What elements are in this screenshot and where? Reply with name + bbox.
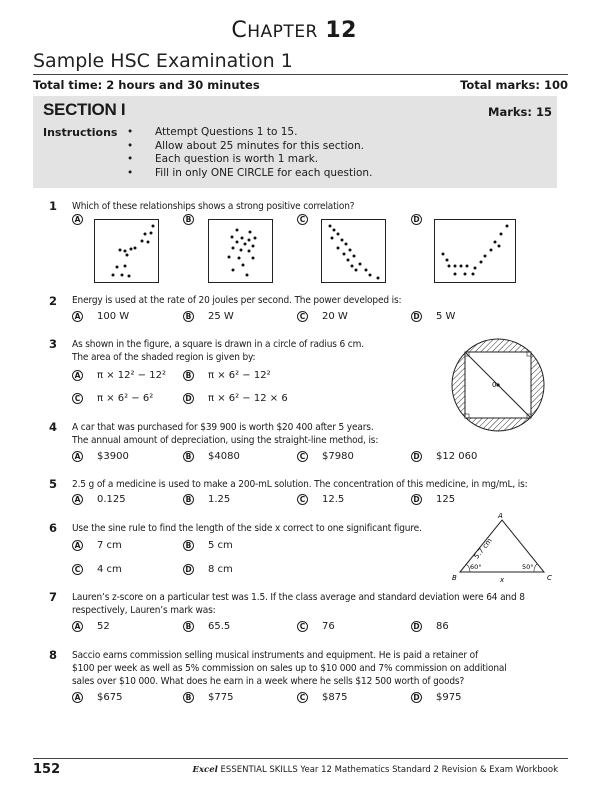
option-text: $7980 xyxy=(322,451,354,462)
page-number: 152 xyxy=(33,762,61,777)
book-footer xyxy=(192,765,558,775)
instruction-item: • Allow about 25 minutes for this section. xyxy=(141,140,372,154)
centre-label: 0 xyxy=(492,381,497,389)
option-b[interactable] xyxy=(183,451,240,462)
angle-b-label: 60° xyxy=(470,563,482,571)
option-a[interactable] xyxy=(72,692,122,703)
option-text: 52 xyxy=(97,621,110,632)
scatter-plot-b xyxy=(208,219,273,283)
option-d-bubble[interactable]: D xyxy=(183,564,194,575)
option-d-bubble[interactable]: D xyxy=(411,311,422,322)
option-b[interactable] xyxy=(183,494,230,505)
option-a-bubble[interactable]: A xyxy=(72,311,83,322)
option-a[interactable] xyxy=(72,621,110,632)
question-text xyxy=(72,649,507,688)
question-line: $100 per week as well as 5% commission on sales up to $10 000 and 7% commission on additional xyxy=(72,663,507,674)
instruction-item: • Each question is worth 1 mark. xyxy=(141,153,372,167)
vertex-c-label: C xyxy=(547,574,552,582)
option-b[interactable] xyxy=(183,692,233,703)
question-text: 2.5 g of a medicine is used to make a 200-mL solution. The concentration of this medicine, in mg/mL, is: xyxy=(72,479,528,490)
option-c[interactable] xyxy=(297,494,344,505)
side-x-label: x xyxy=(500,576,505,584)
option-text: $975 xyxy=(436,692,462,703)
option-d[interactable] xyxy=(411,451,477,462)
question-line: A car that was purchased for $39 900 is worth $20 400 after 5 years. xyxy=(72,422,374,433)
option-b-bubble[interactable]: B xyxy=(183,311,194,322)
option-d[interactable] xyxy=(411,494,455,505)
question-text: Which of these relationships shows a strong positive correlation? xyxy=(72,201,355,212)
option-d-bubble[interactable]: D xyxy=(411,451,422,462)
option-d-bubble[interactable]: D xyxy=(411,494,422,505)
scatter-dots-a xyxy=(95,220,158,282)
option-text: $3900 xyxy=(97,451,129,462)
section-box xyxy=(33,96,557,188)
option-b-bubble[interactable]: B xyxy=(183,621,194,632)
scatter-dots-b xyxy=(209,220,272,282)
option-b-bubble[interactable]: B xyxy=(183,451,194,462)
option-text: π × 6² − 12² xyxy=(208,370,271,381)
question-text xyxy=(72,421,378,447)
option-b[interactable] xyxy=(183,540,233,551)
option-c-bubble[interactable]: C xyxy=(72,393,83,404)
option-text: 1.25 xyxy=(208,494,231,505)
section-title: SECTION I xyxy=(43,100,126,119)
triangle-figure xyxy=(448,510,558,586)
question-text xyxy=(72,338,364,364)
instruction-item: • Fill in only ONE CIRCLE for each question. xyxy=(141,167,372,181)
scatter-dots-c xyxy=(322,220,385,282)
option-c-bubble[interactable]: C xyxy=(297,311,308,322)
time-marks-bar xyxy=(33,78,568,92)
option-c[interactable] xyxy=(297,311,348,322)
option-b[interactable] xyxy=(183,311,234,322)
option-text: 65.5 xyxy=(208,621,231,632)
option-d[interactable] xyxy=(183,564,233,575)
option-b[interactable] xyxy=(183,621,230,632)
question-line: sales over $10 000. What does he earn in a week where he sells $12 500 worth of goods? xyxy=(72,676,465,687)
scatter-dots-d xyxy=(435,220,515,282)
option-text: 12.5 xyxy=(322,494,345,505)
option-d[interactable] xyxy=(411,311,455,322)
option-text: 5 cm xyxy=(208,540,233,551)
instruction-item: • Attempt Questions 1 to 15. xyxy=(141,126,372,140)
option-text: $775 xyxy=(208,692,234,703)
option-c[interactable] xyxy=(72,564,122,575)
book-title: ESSENTIAL SKILLS Year 12 Mathematics Standard 2 Revision & Exam Workbook xyxy=(220,765,558,775)
chapter-number: 12 xyxy=(325,18,357,43)
option-text: 25 W xyxy=(208,311,234,322)
option-text: π × 12² − 12² xyxy=(97,370,166,381)
scatter-plot-a xyxy=(94,219,159,283)
option-a[interactable] xyxy=(72,451,129,462)
total-marks: Total marks: 100 xyxy=(460,78,568,92)
vertex-a-label: A xyxy=(498,512,503,520)
question-text: Energy is used at the rate of 20 joules per second. The power developed is: xyxy=(72,295,402,306)
option-c[interactable] xyxy=(297,692,347,703)
option-d[interactable] xyxy=(411,621,449,632)
option-c-bubble[interactable]: C xyxy=(297,692,308,703)
option-b[interactable] xyxy=(183,370,271,381)
section-marks: Marks: 15 xyxy=(488,105,552,119)
footer-divider xyxy=(33,758,568,759)
option-text: 4 cm xyxy=(97,564,122,575)
option-d-bubble[interactable]: D xyxy=(411,214,422,225)
scatter-options xyxy=(72,214,552,294)
question-number: 4 xyxy=(49,420,58,434)
option-text: $4080 xyxy=(208,451,240,462)
option-text: 7 cm xyxy=(97,540,122,551)
option-b-bubble[interactable]: B xyxy=(183,494,194,505)
option-b-bubble[interactable]: B xyxy=(183,370,194,381)
option-a-bubble[interactable]: A xyxy=(72,692,83,703)
question-number: 6 xyxy=(49,521,58,535)
option-d[interactable] xyxy=(411,692,461,703)
option-text: π × 6² − 6² xyxy=(97,393,154,404)
question-text: Use the sine rule to find the length of the side x correct to one significant figure. xyxy=(72,523,422,534)
option-c-bubble[interactable]: C xyxy=(297,621,308,632)
option-d-bubble[interactable]: D xyxy=(411,692,422,703)
question-number: 2 xyxy=(49,294,58,308)
option-text: $675 xyxy=(97,692,123,703)
option-text: $875 xyxy=(322,692,348,703)
option-c-bubble[interactable]: C xyxy=(297,451,308,462)
option-d-bubble[interactable]: D xyxy=(411,621,422,632)
scatter-plot-c xyxy=(321,219,386,283)
option-a-bubble[interactable]: A xyxy=(72,494,83,505)
header-divider xyxy=(33,74,568,75)
vertex-b-label: B xyxy=(452,574,457,582)
option-text: 125 xyxy=(436,494,456,505)
side-label: 5.7 cm xyxy=(472,536,494,561)
option-text: 0.125 xyxy=(97,494,126,505)
option-text: 76 xyxy=(322,621,335,632)
question-number: 8 xyxy=(49,648,58,662)
option-a[interactable] xyxy=(72,540,122,551)
question-text xyxy=(72,591,525,617)
option-a[interactable] xyxy=(72,370,166,381)
option-c-bubble[interactable]: C xyxy=(297,494,308,505)
scatter-plot-d xyxy=(434,219,516,283)
option-a[interactable] xyxy=(72,494,126,505)
option-c-bubble[interactable]: C xyxy=(297,214,308,225)
option-d[interactable] xyxy=(183,393,288,404)
option-text: π × 6² − 12 × 6 xyxy=(208,393,288,404)
option-c[interactable] xyxy=(297,621,335,632)
option-c[interactable] xyxy=(297,451,354,462)
question-line: As shown in the figure, a square is drawn in a circle of radius 6 cm. xyxy=(72,339,364,350)
option-d-bubble[interactable]: D xyxy=(183,393,194,404)
question-line: The annual amount of depreciation, using the straight-line method, is: xyxy=(72,435,379,446)
option-a[interactable] xyxy=(72,311,129,322)
option-a-bubble[interactable]: A xyxy=(72,540,83,551)
option-c[interactable] xyxy=(72,393,153,404)
option-a-bubble[interactable]: A xyxy=(72,451,83,462)
question-line: respectively, Lauren’s mark was: xyxy=(72,605,216,616)
chapter-heading xyxy=(231,18,357,43)
chapter-word-rest: HAPTER xyxy=(247,22,318,42)
question-number: 1 xyxy=(49,199,58,213)
question-number: 5 xyxy=(49,477,58,491)
option-a-bubble[interactable]: A xyxy=(72,621,83,632)
instructions-label: Instructions xyxy=(43,126,118,139)
question-line: The area of the shaded region is given by: xyxy=(72,352,256,363)
option-a-bubble[interactable]: A xyxy=(72,214,83,225)
option-text: $12 060 xyxy=(436,451,478,462)
option-a-bubble[interactable]: A xyxy=(72,370,83,381)
option-b-bubble[interactable]: B xyxy=(183,692,194,703)
option-text: 8 cm xyxy=(208,564,233,575)
option-text: 20 W xyxy=(322,311,348,322)
option-text: 5 W xyxy=(436,311,456,322)
total-time: Total time: 2 hours and 30 minutes xyxy=(33,78,260,92)
angle-c-label: 50° xyxy=(522,563,534,571)
exam-title: Sample HSC Examination 1 xyxy=(33,50,293,72)
question-line: Lauren’s z-score on a particular test was 1.5. If the class average and standard deviation were 64 and 8 xyxy=(72,592,525,603)
question-line: Saccio earns commission selling musical instruments and equipment. He is paid a retainer of xyxy=(72,650,478,661)
question-number: 7 xyxy=(49,590,58,604)
brand-logo-text: Excel xyxy=(192,765,218,775)
option-c-bubble[interactable]: C xyxy=(72,564,83,575)
instructions-list xyxy=(141,126,372,180)
option-text: 100 W xyxy=(97,311,130,322)
question-number: 3 xyxy=(49,337,58,351)
option-b-bubble[interactable]: B xyxy=(183,214,194,225)
option-b-bubble[interactable]: B xyxy=(183,540,194,551)
option-text: 86 xyxy=(436,621,449,632)
circle-square-figure xyxy=(450,337,546,433)
chapter-word-initial: C xyxy=(231,18,248,43)
